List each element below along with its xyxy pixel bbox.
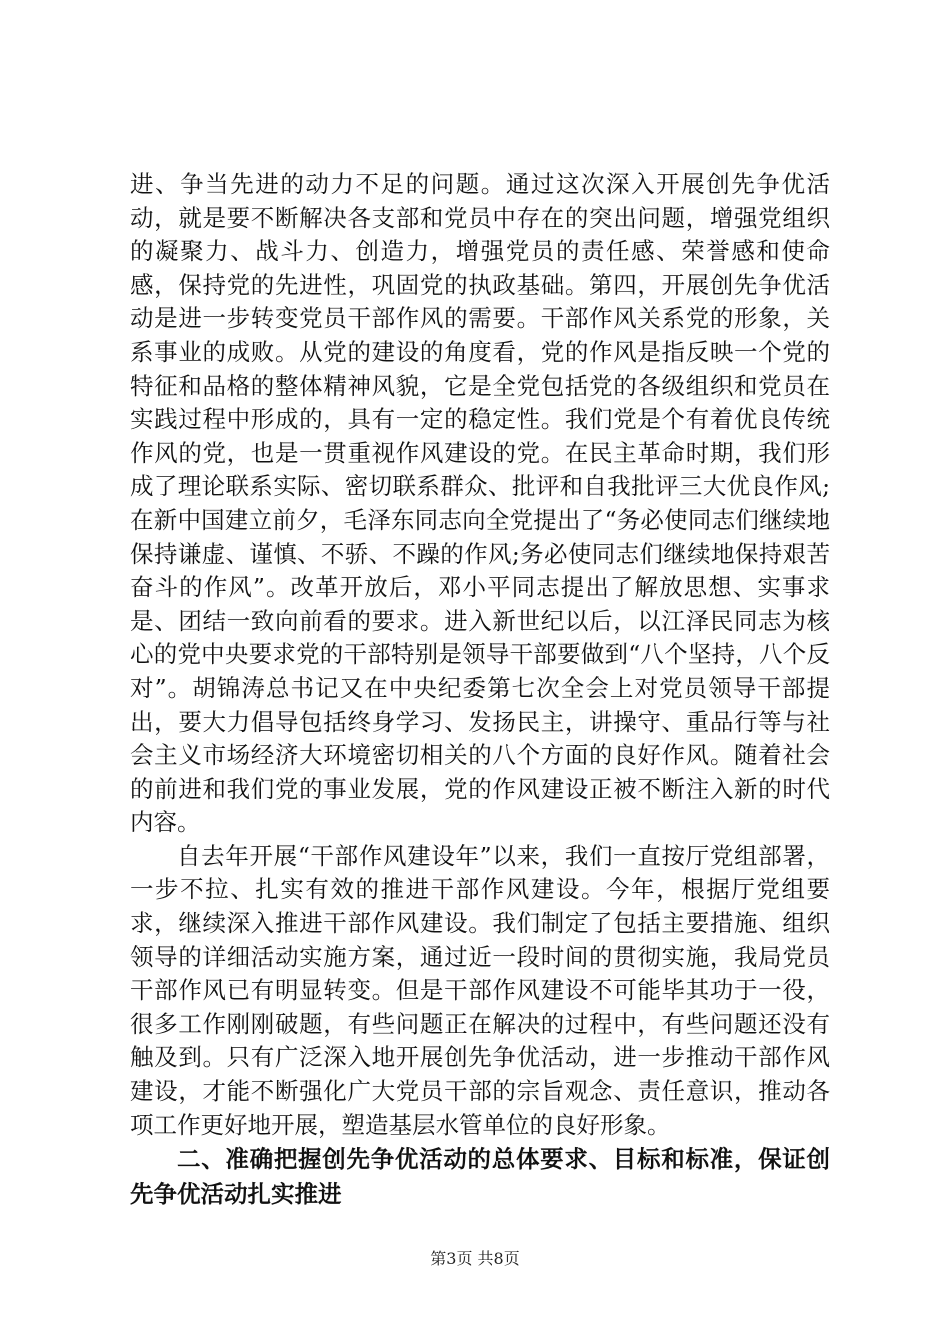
document-body — [130, 168, 830, 1212]
section-heading-two: 二、准确把握创先争优活动的总体要求、目标和标准，保证创先争优活动扎实推进 — [130, 1145, 830, 1209]
paragraph-cadre-style: 自去年开展“干部作风建设年”以来，我们一直按厅党组部署，一步不拉、扎实有效的推进干部作风建设。今年，根据厅党组要求，继续深入推进干部作风建设。我们制定了包括主要措施、组织领导的详细活动实施方案，通过近一段时间的贯彻实施，我局党员干部作风已有明显转变。但是干部作风建设不可能毕其功于一役，很多工作刚刚破题，有些问题正在解决的过程中，有些问题还没有触及到。只有广泛深入地开展创先争优活动，进一步推动干部作风建设，才能不断强化广大党员干部的宗旨观念、责任意识，推动各项工作更好地开展，塑造基层水管单位的良好形象。 — [130, 841, 830, 1139]
paragraph-continuation: 进、争当先进的动力不足的问题。通过这次深入开展创先争优活动，就是要不断解决各支部和党员中存在的突出问题，增强党组织的凝聚力、战斗力、创造力，增强党员的责任感、荣誉感和使命感，保持党的先进性，巩固党的执政基础。第四，开展创先争优活动是进一步转变党员干部作风的需要。干部作风关系党的形象，关系事业的成败。从党的建设的角度看，党的作风是指反映一个党的特征和品格的整体精神风貌，它是全党包括党的各级组织和党员在实践过程中形成的，具有一定的稳定性。我们党是个有着优良传统作风的党，也是一贯重视作风建设的党。在民主革命时期，我们形成了理论联系实际、密切联系群众、批评和自我批评三大优良作风;在新中国建立前夕，毛泽东同志向全党提出了“务必使同志们继续地保持谦虚、谨慎、不骄、不躁的作风;务必使同志们继续地保持艰苦奋斗的作风”。改革开放后，邓小平同志提出了解放思想、实事求是、团结一致向前看的要求。进入新世纪以后，以江泽民同志为核心的党中央要求党的干部特别是领导干部要做到“八个坚持，八个反对”。胡锦涛总书记又在中央纪委第七次全会上对党员领导干部提出，要大力倡导包括终身学习、发扬民主，讲操守、重品行等与社会主义市场经济大环境密切相关的八个方面的良好作风。随着社会的前进和我们党的事业发展，党的作风建设正被不断注入新的时代内容。 — [130, 170, 830, 837]
page-footer: 第3页 共8页 — [430, 1249, 520, 1268]
